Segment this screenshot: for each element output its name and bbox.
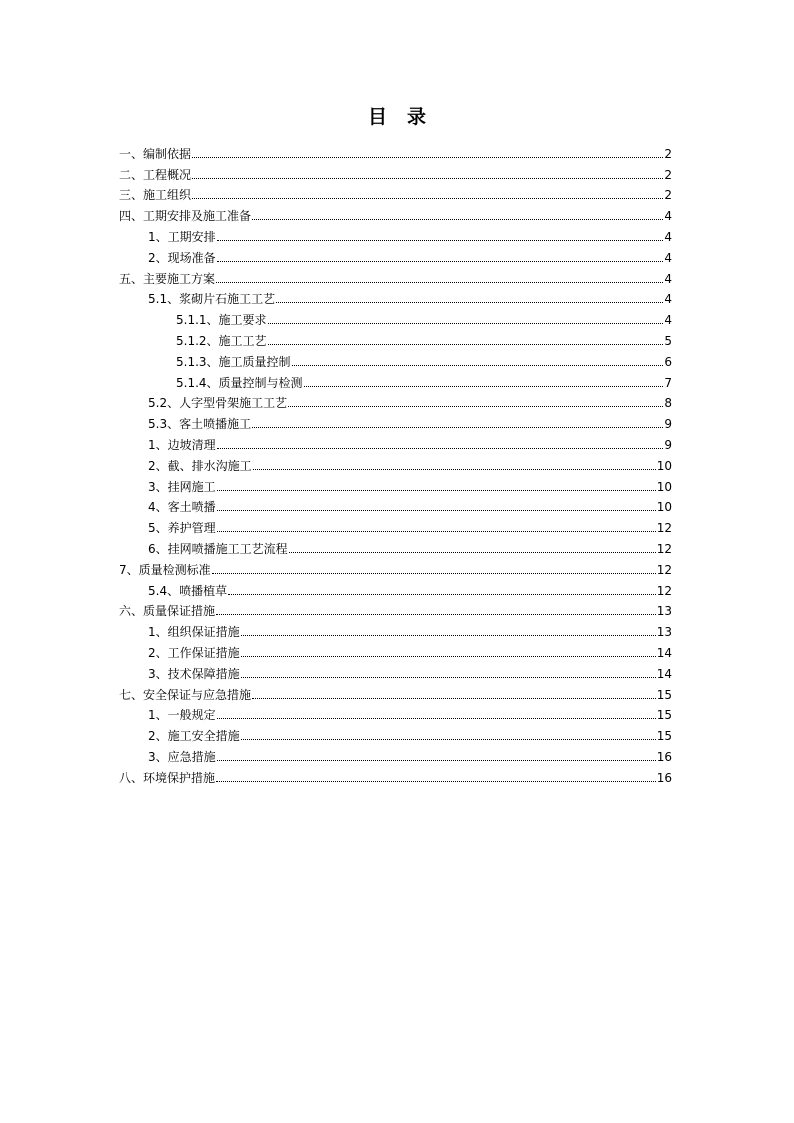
toc-page-number: 14 <box>656 666 672 681</box>
toc-entry-title: 5.1.4、质量控制与检测 <box>176 375 303 390</box>
toc-dot-leader <box>228 594 656 595</box>
toc-page-number: 12 <box>656 583 672 598</box>
toc-page-number: 12 <box>656 562 672 577</box>
toc-dot-leader <box>288 406 663 407</box>
toc-entry[interactable] <box>119 514 672 535</box>
toc-entry[interactable] <box>119 431 672 452</box>
toc-dot-leader <box>217 261 664 262</box>
toc-entry-title: 3、挂网施工 <box>148 479 216 494</box>
toc-page-number: 16 <box>656 770 672 785</box>
title-char-2: 录 <box>407 106 427 128</box>
toc-entry-title: 八、环境保护措施 <box>119 770 216 785</box>
toc-page-number: 13 <box>656 625 672 640</box>
toc-page-number: 9 <box>664 417 672 432</box>
toc-entry-title: 4、客土喷播 <box>148 500 216 515</box>
toc-page-number: 4 <box>664 250 672 265</box>
toc-dot-leader <box>268 344 664 345</box>
toc-entry[interactable] <box>119 286 672 307</box>
toc-page-number: 5 <box>664 333 672 348</box>
toc-dot-leader <box>253 469 656 470</box>
toc-page-number: 12 <box>656 541 672 556</box>
toc-page-number: 4 <box>664 209 672 224</box>
toc-entry[interactable] <box>119 202 672 223</box>
toc-entry-title: 四、工期安排及施工准备 <box>119 209 252 224</box>
toc-entry[interactable] <box>119 410 672 431</box>
toc-entry[interactable] <box>119 535 672 556</box>
toc-dot-leader <box>217 760 656 761</box>
toc-page-number: 14 <box>656 645 672 660</box>
toc-entry-title: 5、养护管理 <box>148 521 216 536</box>
toc-entry[interactable] <box>119 618 672 639</box>
toc-page-number: 4 <box>664 313 672 328</box>
toc-dot-leader <box>216 614 656 615</box>
toc-page-number: 2 <box>664 146 672 161</box>
toc-dot-leader <box>276 302 663 303</box>
toc-page-number: 7 <box>664 375 672 390</box>
toc-entry[interactable] <box>119 348 672 369</box>
toc-page-number: 15 <box>656 687 672 702</box>
title-char-1: 目 <box>367 106 387 128</box>
toc-page-number: 15 <box>656 708 672 723</box>
toc-entry-title: 5.1、浆砌片石施工工艺 <box>148 292 276 307</box>
toc-entry[interactable] <box>119 743 672 764</box>
toc-entry[interactable] <box>119 161 672 182</box>
toc-dot-leader <box>241 635 656 636</box>
toc-entry[interactable] <box>119 722 672 743</box>
toc-entry-title: 2、现场准备 <box>148 250 216 265</box>
toc-dot-leader <box>192 198 663 199</box>
toc-entry[interactable] <box>119 577 672 598</box>
toc-page-number: 2 <box>664 188 672 203</box>
toc-page-number: 12 <box>656 521 672 536</box>
toc-page-number: 2 <box>664 167 672 182</box>
toc-entry-title: 1、组织保证措施 <box>148 625 240 640</box>
toc-page-number: 4 <box>664 271 672 286</box>
page-title <box>0 104 794 130</box>
toc-dot-leader <box>216 282 663 283</box>
toc-entry[interactable] <box>119 265 672 286</box>
toc-entry-title: 1、工期安排 <box>148 229 216 244</box>
toc-entry[interactable] <box>119 390 672 411</box>
toc-entry[interactable] <box>119 702 672 723</box>
toc-entry-title: 一、编制依据 <box>119 146 192 161</box>
toc-dot-leader <box>241 677 656 678</box>
toc-page-number: 4 <box>664 229 672 244</box>
toc-dot-leader <box>252 698 656 699</box>
toc-dot-leader <box>212 573 656 574</box>
toc-entry[interactable] <box>119 306 672 327</box>
toc-dot-leader <box>241 739 656 740</box>
toc-entry-title: 5.1.1、施工要求 <box>176 313 267 328</box>
toc-entry-title: 1、边坡清理 <box>148 437 216 452</box>
toc-entry-title: 5.2、人字型骨架施工工艺 <box>148 396 288 411</box>
toc-entry[interactable] <box>119 473 672 494</box>
toc-entry[interactable] <box>119 369 672 390</box>
toc-entry-title: 3、技术保障措施 <box>148 666 240 681</box>
toc-entry-title: 7、质量检测标准 <box>119 562 211 577</box>
toc-entry[interactable] <box>119 452 672 473</box>
toc-page-number: 10 <box>656 479 672 494</box>
toc-entry-title: 3、应急措施 <box>148 749 216 764</box>
toc-entry[interactable] <box>119 598 672 619</box>
toc-entry-title: 2、工作保证措施 <box>148 645 240 660</box>
toc-entry-title: 七、安全保证与应急措施 <box>119 687 252 702</box>
toc-entry-title: 5.3、客土喷播施工 <box>148 417 252 432</box>
toc-dot-leader <box>217 510 656 511</box>
toc-entry[interactable] <box>119 223 672 244</box>
toc-entry[interactable] <box>119 140 672 161</box>
toc-entry-title: 2、截、排水沟施工 <box>148 458 252 473</box>
toc-dot-leader <box>192 157 663 158</box>
toc-entry[interactable] <box>119 556 672 577</box>
toc-page-number: 6 <box>664 354 672 369</box>
toc-dot-leader <box>217 490 656 491</box>
toc-entry[interactable] <box>119 660 672 681</box>
toc-dot-leader <box>292 365 664 366</box>
toc-entry-title: 六、质量保证措施 <box>119 604 216 619</box>
toc-page-number: 10 <box>656 500 672 515</box>
toc-dot-leader <box>304 386 664 387</box>
toc-entry[interactable] <box>119 639 672 660</box>
toc-page-number: 10 <box>656 458 672 473</box>
toc-dot-leader <box>217 718 656 719</box>
toc-page-number: 16 <box>656 749 672 764</box>
toc-entry-title: 6、挂网喷播施工工艺流程 <box>148 541 288 556</box>
toc-page-number: 9 <box>664 437 672 452</box>
toc-page-number: 4 <box>664 292 672 307</box>
toc-page-number: 13 <box>656 604 672 619</box>
toc-dot-leader <box>268 323 664 324</box>
toc-page-number: 8 <box>664 396 672 411</box>
toc-entry-title: 5.1.3、施工质量控制 <box>176 354 291 369</box>
toc-entry[interactable] <box>119 327 672 348</box>
toc-entry-title: 五、主要施工方案 <box>119 271 216 286</box>
toc-entry[interactable] <box>119 494 672 515</box>
toc-entry-title: 二、工程概况 <box>119 167 192 182</box>
toc-entry-title: 1、一般规定 <box>148 708 216 723</box>
toc-dot-leader <box>241 656 656 657</box>
table-of-contents <box>119 140 672 785</box>
toc-dot-leader <box>289 552 656 553</box>
toc-entry-title: 5.4、喷播植草 <box>148 583 228 598</box>
toc-entry-title: 5.1.2、施工工艺 <box>176 333 267 348</box>
toc-entry[interactable] <box>119 182 672 203</box>
toc-dot-leader <box>252 427 663 428</box>
toc-entry[interactable] <box>119 764 672 785</box>
toc-dot-leader <box>217 531 656 532</box>
toc-dot-leader <box>217 240 664 241</box>
toc-dot-leader <box>192 178 663 179</box>
toc-entry[interactable] <box>119 244 672 265</box>
toc-entry-title: 三、施工组织 <box>119 188 192 203</box>
toc-page-number: 15 <box>656 729 672 744</box>
toc-dot-leader <box>217 448 664 449</box>
toc-entry[interactable] <box>119 681 672 702</box>
toc-dot-leader <box>252 219 663 220</box>
toc-dot-leader <box>216 781 656 782</box>
toc-entry-title: 2、施工安全措施 <box>148 729 240 744</box>
